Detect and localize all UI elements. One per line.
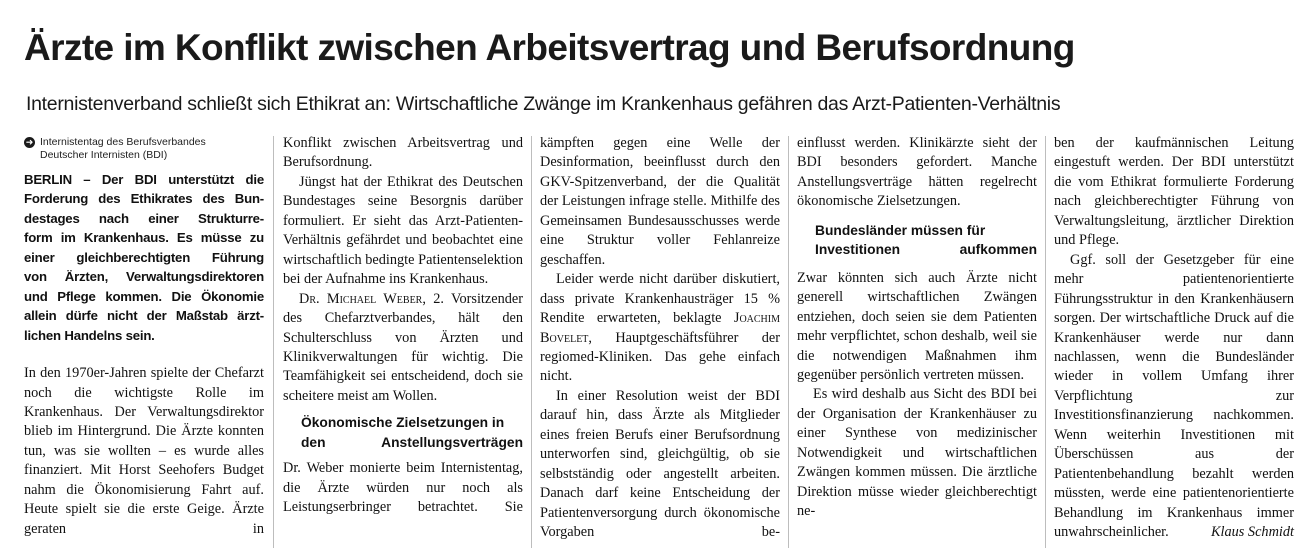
column-divider: [1045, 136, 1046, 548]
person-name: Joachim Bovelet: [540, 310, 780, 346]
lead-line: von Ärzten, Verwaltungsdirektoren: [24, 269, 264, 285]
lead-line: allein dürfe nicht der Maßstab ärzt-: [24, 308, 264, 324]
body-paragraph: kämpften gegen eine Welle der Desinformation, beeinflusst durch den GKV-Spitzenverband, der die Qualität der Leistungen infrage stelle. Mithilfe des Gemeinsamen Bundesausschusses werde eine Struktur voller Fehlanreize geschaffen.: [540, 135, 780, 268]
column-divider: [273, 136, 274, 548]
column-4: [797, 134, 1037, 522]
arrow-right-circle-icon: ➜: [25, 137, 34, 147]
source-note: [24, 136, 264, 170]
body-paragraph: In den 1970er-Jahren spielte der Chefarzt noch die wichtigste Rolle im Krankenhaus. Der Verwaltungsdirektor blieb im Hintergrund. Die Ärzte konnten tun, was sie wollten – es wurde alles finanziert. Mit Horst Seehofers Budget nahm die Ökonomisierung Fahrt auf. Heute spielt sie die erste Geige. Ärzte geraten in: [24, 365, 264, 537]
body-paragraph: Dr. Weber monierte beim Internistentag, die Ärzte würden nur noch als Leistungserbringer betrachtet. Sie: [283, 460, 523, 516]
body-paragraph: Jüngst hat der Ethikrat des Deutschen Bundestages seine Besorgnis darüber formuliert. Er sieht das Arzt-Patienten-Verhältnis gefährdet und beobachtet eine wirtschaftlich bedingte Patientenselektion bei der Aufnahme ins Krankenhaus.: [283, 173, 523, 288]
body-paragraph: [283, 290, 523, 407]
source-note-line-1: Internistentag des Berufsverbandes: [40, 136, 206, 148]
lead-line: Forderung des Ethikrates des Bun-: [24, 191, 264, 207]
headline: Ärzte im Konflikt zwischen Arbeitsvertrag und Berufsordnung: [24, 27, 1075, 68]
body-paragraph: Es wird deshalb aus Sicht des BDI bei der Organisation der Krankenhäuser zu einer Synthese von medizinischer Notwendigkeit und wirtschaftlichen Zwängen kommen müssen. Die ärztliche Direktion müsse wieder gleichberechtigt ne-: [797, 386, 1037, 520]
body-paragraph: [540, 270, 780, 387]
column-3: [540, 134, 780, 543]
body-paragraph: Konflikt zwischen Arbeitsvertrag und Berufsordnung.: [283, 135, 523, 171]
body-text: Ggf. soll der Gesetzgeber für eine mehr patientenorientierte Führungsstruktur in den Krankenhäusern sorgen. Der wirtschaftliche Druck auf die Krankenhäuser werde nur dann nachlassen, wenn die Bundesländer wieder in vollem Umfang ihrer Verpflichtung zur Investitionsfinanzierung nachkommen. Wenn weiterhin Investitionen mit Überschüssen aus der Patientenbehandlung bezahlt werden müssten, werde eine patientenorientierte Behandlung im Krankenhaus immer unwahrscheinlicher.: [1054, 251, 1294, 541]
body-paragraph: ben der kaufmännischen Leitung eingestuft werden. Der BDI unterstützt die vom Ethikrat formulierte Forderung nach gleichberechtigter Führung von Verwaltungsleitung, ärztlicher Direktion und Pflege.: [1054, 135, 1294, 249]
lead-line: destages nach einer Strukturre-: [24, 210, 264, 226]
body-text: Leider werde nicht darüber diskutiert, dass private Krankenhausträger 15 % Rendite erwarteten, beklagte: [540, 271, 780, 327]
section-subheading: Bundesländer müssen für Investitionen aufkommen: [815, 222, 1037, 258]
author-byline: Klaus Schmidt: [1210, 524, 1294, 541]
column-2: [283, 134, 523, 518]
column-divider: [531, 136, 532, 548]
body-paragraph: In einer Resolution weist der BDI darauf hin, dass Ärzte als Mitglieder eines freien Berufs einer Berufsordnung unterworfen sind, gleichgültig, ob sie selbstständig oder angestellt arbeiten. Danach darf keine Entscheidung der Patientenversorgung durch ökonomische Vorgaben be-: [540, 387, 780, 541]
lead-paragraph: [24, 170, 264, 345]
column-1: [24, 134, 264, 539]
body-paragraph: [1054, 251, 1294, 543]
body-text: , 2. Vorsitzender des Chefarztverbandes, hält den Schulterschluss von Ärzten und Klinikverwaltungen für wichtig. Die Teamfähigkeit sei entscheidend, doch sie scheitere meist am Wollen.: [283, 290, 523, 404]
lead-line: und Pflege kommen. Die Ökonomie: [24, 288, 264, 304]
body-paragraph: einflusst werden. Klinikärzte sieht der BDI besonders gefordert. Manche Anstellungsverträge hätten regelrecht ökonomische Zielsetzungen.: [797, 135, 1037, 210]
column-5: [1054, 134, 1294, 543]
lead-line: form im Krankenhaus. Es müsse zu: [24, 230, 264, 246]
person-name: Dr. Michael Weber: [299, 290, 423, 307]
section-subheading: Ökonomische Zielsetzungen in den Anstellungsverträgen: [301, 415, 523, 450]
body-text: , Hauptgeschäftsführer der regiomed-Kliniken. Das gehe einfach nicht.: [540, 329, 780, 385]
subheadline: Internistenverband schließt sich Ethikrat an: Wirtschaftliche Zwänge im Krankenhaus gefähren das Arzt-Patienten-Verhältnis: [26, 93, 1061, 115]
source-note-line-2: Deutscher Internisten (BDI): [40, 149, 168, 161]
lead-line: BERLIN – Der BDI unterstützt die: [24, 172, 264, 187]
lead-line: einer gleichberechtigten Führung: [24, 249, 264, 265]
body-paragraph: Zwar könnten sich auch Ärzte nicht generell wirtschaftlichen Zwängen entziehen, doch seien sie dem Patienten mehr verpflichtet, schon deshalb, weil sie die notwendigen Maßnahmen ihm gegenüber persönlich vertreten müssen.: [797, 269, 1037, 383]
lead-line: lichen Handelns sein.: [24, 327, 155, 343]
column-divider: [788, 136, 789, 548]
